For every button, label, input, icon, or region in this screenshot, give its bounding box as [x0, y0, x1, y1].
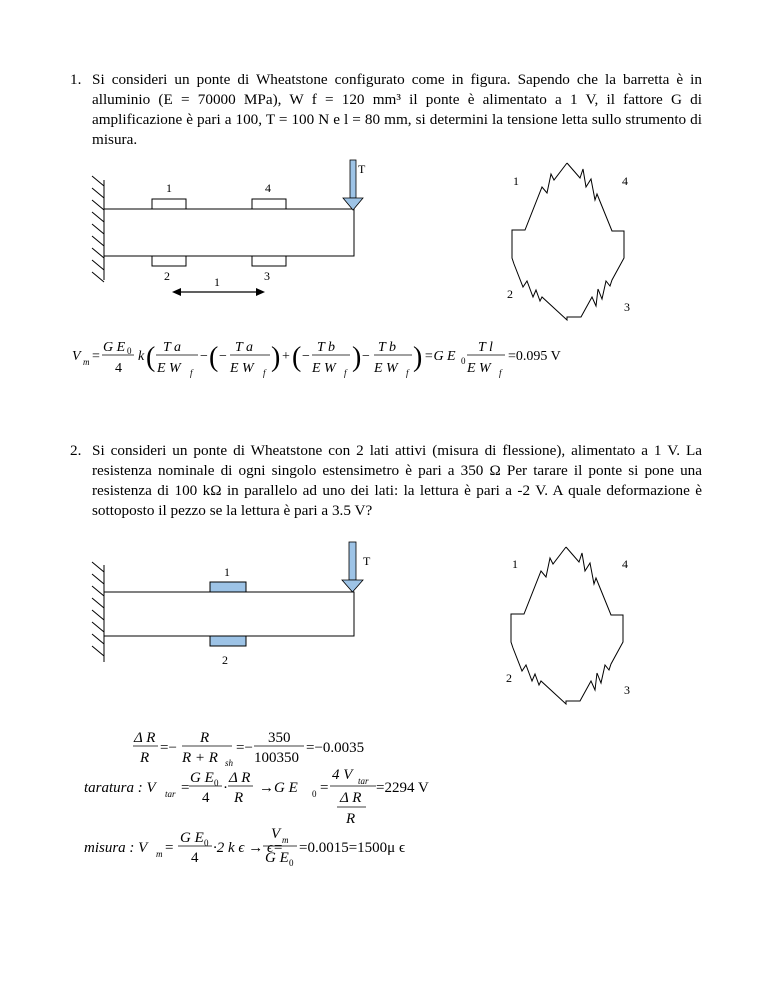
problem-1-number: 1. [70, 71, 82, 88]
f1-t3-num: T b [317, 340, 336, 355]
problem-1-text: Si consideri un ponte di Wheatstone configurato come in figura. Sapendo che la barretta è in alluminio (E = 70000 MPa), W f = 120 mm³ il ponte è alimentato a 1 V, il fattore G di amplificazione è pari a 100, T = 100 N e l = 80 mm, si determini la tensione letta sullo strumento di misura. [92, 71, 702, 148]
gauge-1-top-left [152, 199, 186, 209]
span-dimension-1 [172, 288, 265, 296]
f1-t1-num: T a [163, 340, 182, 355]
svg-text:0: 0 [461, 356, 466, 366]
svg-text:0: 0 [214, 778, 219, 788]
f1-t1-den: E W [157, 361, 181, 376]
beam-2 [104, 592, 354, 636]
gauge-1-label-2: 2 [164, 269, 170, 283]
f4-f2-num: V [271, 826, 281, 842]
f1-t4-num: T b [378, 340, 397, 355]
svg-text:·: · [223, 780, 228, 796]
f1-k: k [138, 349, 145, 364]
gauge-1-label-1: 1 [166, 181, 172, 195]
f4-mid: ·2 k ϵ → ϵ= [213, 840, 284, 856]
f3-f2-num: Δ R [229, 770, 251, 786]
svg-text:): ) [413, 342, 423, 373]
formula-problem-2-line-2 [84, 767, 429, 827]
gauge-1-top-right [252, 199, 286, 209]
bridge-1-label-3: 3 [624, 300, 630, 314]
f1-result: =0.095 V [508, 349, 561, 364]
svg-text:f: f [263, 368, 266, 378]
f1-t4-den: E W [374, 361, 398, 376]
svg-text:f: f [190, 368, 193, 378]
bridge-1-label-2: 2 [507, 287, 513, 301]
svg-text:−: − [302, 349, 310, 364]
bridge-2-label-4: 4 [622, 557, 628, 571]
f1-t5-den: E W [467, 361, 491, 376]
f1-t2-num: T a [235, 340, 254, 355]
f4-result: =0.0015=1500μ ϵ [299, 840, 406, 856]
f4-f2-den: G E [265, 850, 289, 866]
f3-f2-den: R [234, 790, 244, 806]
svg-text:(: ( [292, 342, 302, 373]
svg-text:=: = [320, 780, 329, 796]
svg-text:m: m [282, 835, 289, 845]
f1-t5-num: T l [478, 340, 493, 355]
gauge-2-label-1: 1 [224, 565, 230, 579]
svg-text:sh: sh [225, 758, 234, 768]
wheatstone-bridge-1 [512, 163, 624, 320]
gauge-2-top [210, 582, 246, 592]
svg-text:0: 0 [312, 789, 317, 799]
f1-t2-den: E W [230, 361, 254, 376]
problem-2-statement [70, 441, 702, 521]
bridge-1-label-4: 4 [622, 174, 628, 188]
svg-text:): ) [271, 342, 281, 373]
f4-f1-den: 4 [191, 850, 199, 866]
f2-eq2: =− [236, 740, 253, 756]
formula-problem-1 [72, 340, 561, 378]
f3-f3-den-den: R [346, 811, 356, 827]
svg-text:): ) [352, 342, 362, 373]
f2-result: =−0.0035 [306, 740, 365, 756]
svg-text:(: ( [209, 342, 219, 373]
svg-text:−: − [362, 349, 370, 364]
svg-text:m: m [156, 849, 163, 859]
svg-text:0: 0 [289, 858, 294, 868]
beam-1 [104, 209, 354, 256]
wheatstone-bridge-2 [511, 547, 623, 704]
gauge-1-label-3: 3 [264, 269, 270, 283]
f4-f1-num: G E [180, 830, 204, 846]
load-label-1: T [358, 162, 366, 176]
f3-eq: = [181, 780, 190, 796]
gauge-1-bottom-right [252, 256, 286, 266]
bridge-2-label-3: 3 [624, 683, 630, 697]
load-arrow-1 [343, 160, 363, 210]
formula-problem-2-line-3 [84, 826, 405, 868]
svg-text:f: f [344, 368, 347, 378]
svg-text:+: + [282, 349, 290, 364]
svg-text:−: − [200, 349, 208, 364]
f3-f1-den: 4 [202, 790, 210, 806]
f4-eq: = [165, 840, 174, 856]
gauge-2-bottom [210, 636, 246, 646]
bridge-2-label-1: 1 [512, 557, 518, 571]
bridge-1-label-1: 1 [513, 174, 519, 188]
wall-1 [92, 176, 104, 282]
svg-text:0: 0 [204, 838, 209, 848]
f3-f3-den-num: Δ R [340, 790, 362, 806]
formula-problem-2-line-1 [133, 730, 364, 768]
f1-lhs-sub: m [83, 357, 90, 367]
f1-lhs: V [72, 349, 81, 364]
gauge-1-label-4: 4 [265, 181, 271, 195]
svg-text:−: − [219, 349, 227, 364]
f2-f1-den: R + R [182, 750, 218, 766]
f1-t3-den: E W [312, 361, 336, 376]
f3-arrow: →G E [259, 780, 298, 796]
f3-f1-num: G E [190, 770, 214, 786]
f1-frac-den: 4 [115, 361, 122, 376]
f3-label: taratura : V [84, 780, 156, 796]
f1-frac-num-sub: 0 [127, 346, 132, 356]
svg-text:f: f [406, 368, 409, 378]
svg-text:tar: tar [358, 776, 369, 786]
f1-frac-num: G E [103, 340, 126, 355]
problem-2-number: 2. [70, 442, 82, 459]
load-arrow-2 [342, 542, 363, 592]
f4-label: misura : V [84, 840, 148, 856]
f1-eq2: =G E [424, 349, 456, 364]
f2-f2-num: 350 [268, 730, 291, 746]
bridge-2-label-2: 2 [506, 671, 512, 685]
problem-2-text: Si consideri un ponte di Wheatstone con 2 lati attivi (misura di flessione), alimentato a 1 V. La resistenza nominale di ogni singolo estensimetro è pari a 350 Ω Per tarare il ponte si pone una resistenza di 100 kΩ in parallelo ad uno dei lati: la lettura è pari a -2 V. A quale deformazione è sottoposto il pezzo se la lettura è pari a 3.5 V? [92, 442, 702, 519]
span-label-1: 1 [214, 275, 220, 289]
f2-lhs-num: Δ R [134, 730, 156, 746]
problem-1-statement [70, 70, 702, 150]
svg-text:tar: tar [165, 789, 176, 799]
svg-text:(: ( [146, 342, 156, 373]
f3-f3-num: 4 V [332, 767, 353, 783]
load-label-2: T [363, 554, 371, 568]
svg-text:f: f [499, 368, 502, 378]
f3-result: =2294 V [376, 780, 429, 796]
f1-eq: = [92, 349, 100, 364]
f2-eq: =− [160, 740, 177, 756]
gauge-2-label-2: 2 [222, 653, 228, 667]
f2-f2-den: 100350 [254, 750, 299, 766]
f2-f1-num: R [200, 730, 210, 746]
f2-lhs-den: R [140, 750, 150, 766]
wall-2 [92, 562, 104, 662]
gauge-1-bottom-left [152, 256, 186, 266]
